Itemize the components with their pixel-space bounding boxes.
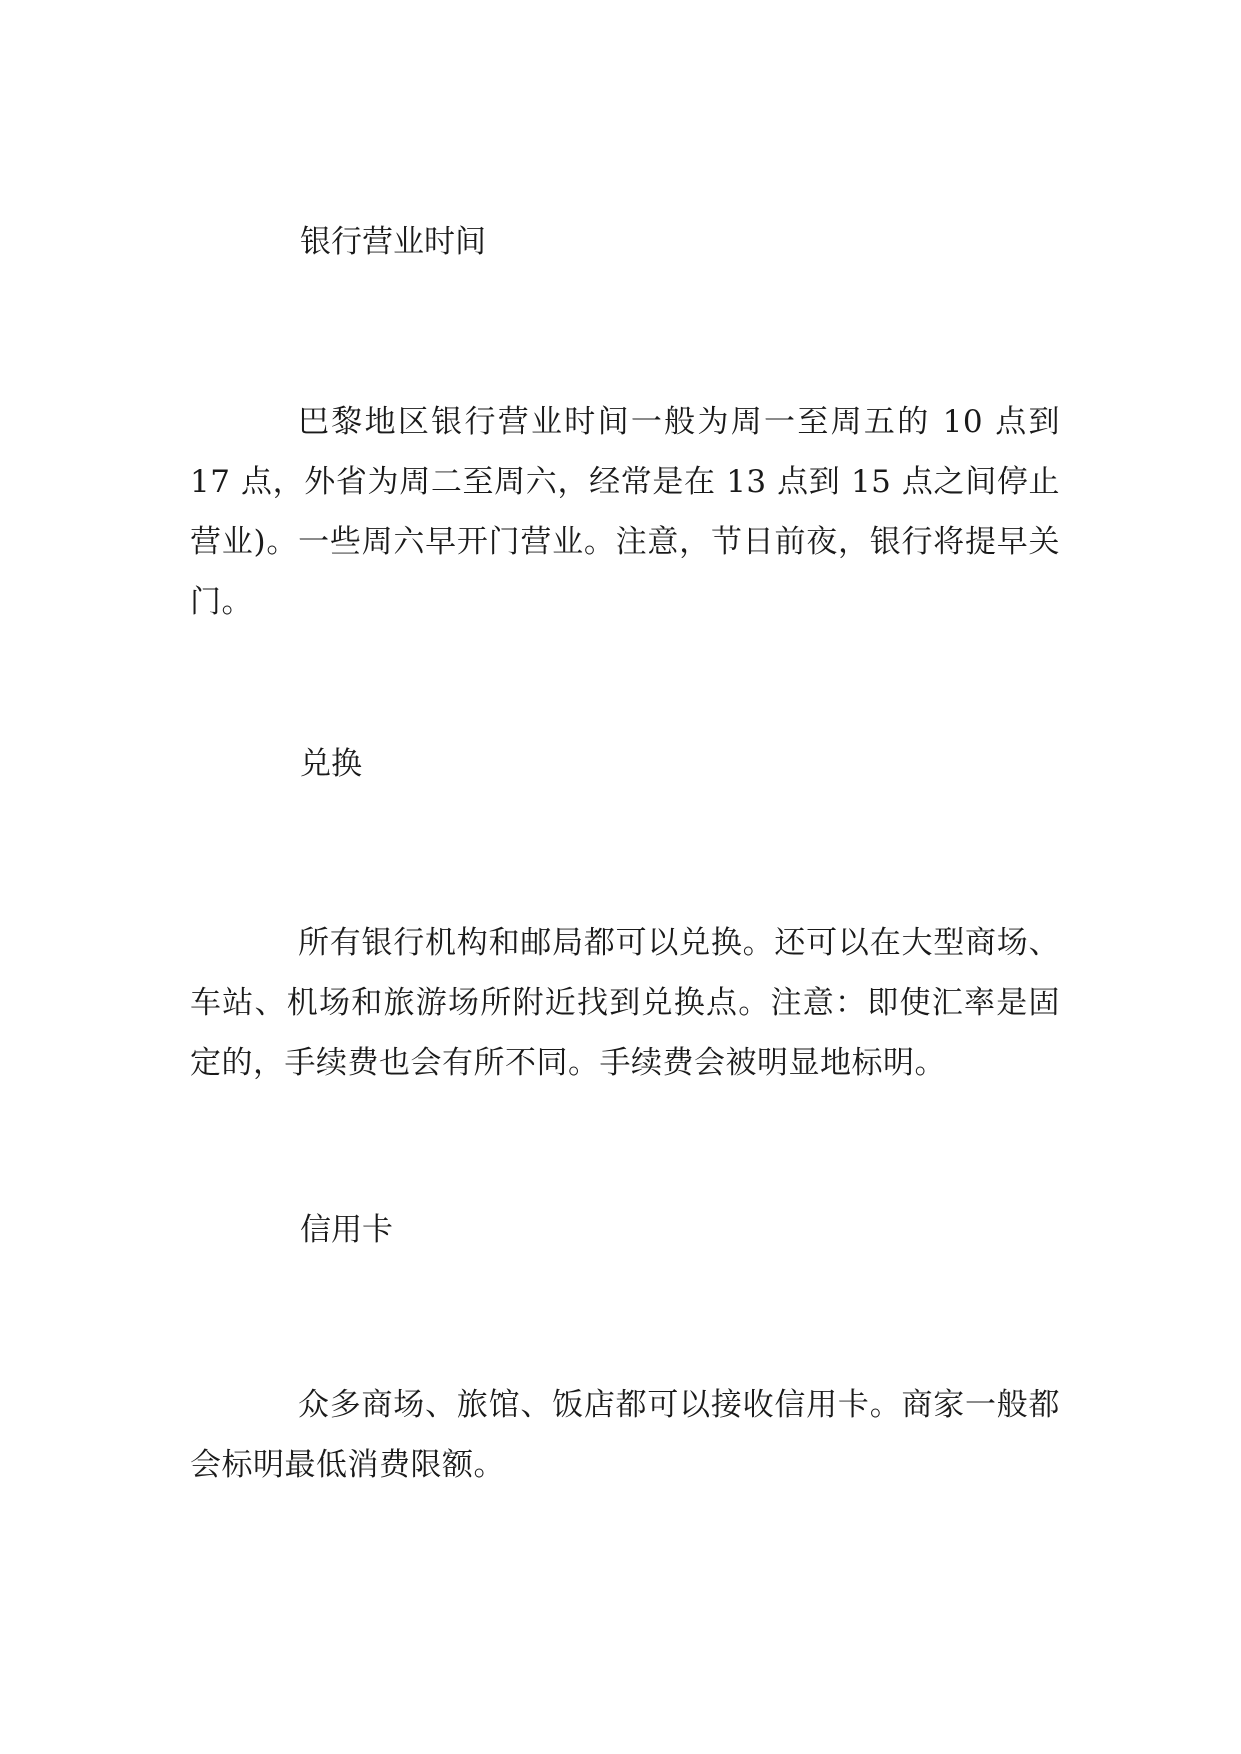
- section-paragraph-bank-hours: 巴黎地区银行营业时间一般为周一至周五的 10 点到 17 点，外省为周二至周六，经常是在 13 点到 15 点之间停止营业)。一些周六早开门营业。注意，节日前夜，银行将提早关门。: [190, 404, 1060, 620]
- section-heading-credit-card: 信用卡: [300, 1212, 393, 1248]
- section-paragraph-exchange: 所有银行机构和邮局都可以兑换。还可以在大型商场、车站、机场和旅游场所附近找到兑换点。注意：即使汇率是固定的，手续费也会有所不同。手续费会被明显地标明。: [190, 925, 1060, 1081]
- section-heading-bank-hours: 银行营业时间: [300, 224, 486, 260]
- section-paragraph-credit-card: 众多商场、旅馆、饭店都可以接收信用卡。商家一般都会标明最低消费限额。: [190, 1387, 1060, 1483]
- section-heading-exchange: 兑换: [300, 746, 362, 782]
